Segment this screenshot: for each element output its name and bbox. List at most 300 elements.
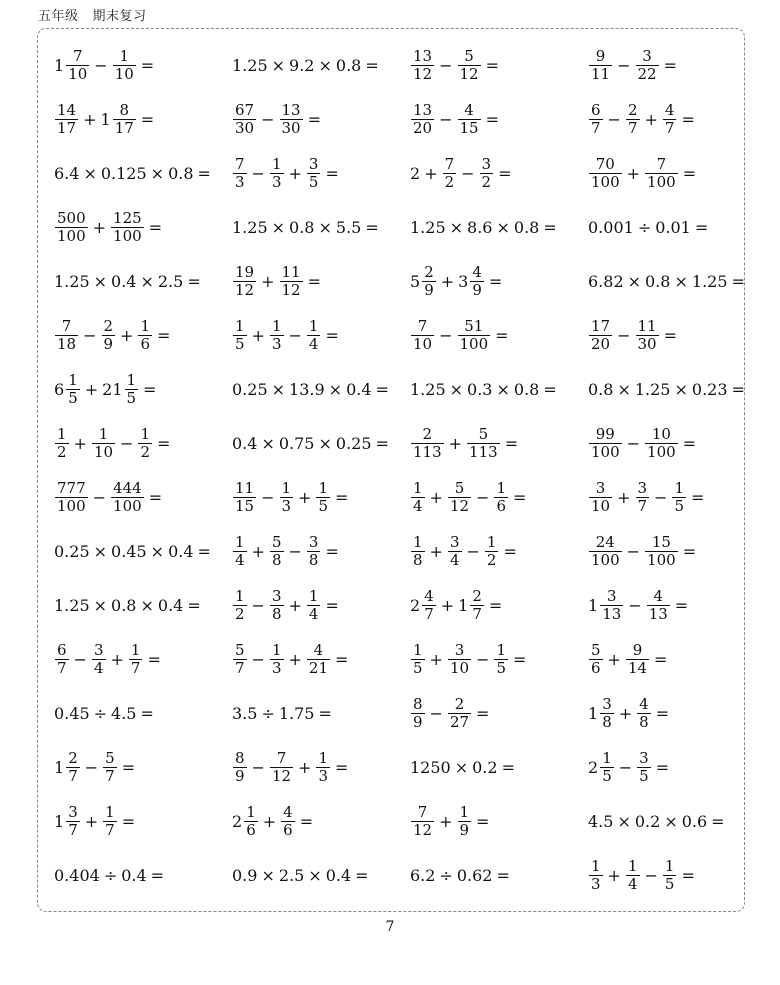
- fraction: [647, 586, 670, 623]
- exercise-problem: [54, 362, 160, 416]
- operator: −: [476, 649, 490, 669]
- fraction-denominator: 4: [449, 550, 460, 569]
- exercise-problem: [588, 146, 700, 200]
- fraction-denominator: 100: [591, 442, 620, 461]
- number: 0.001: [588, 217, 634, 237]
- operator: ×: [261, 865, 275, 885]
- fraction: [92, 640, 106, 677]
- fraction: [411, 46, 434, 83]
- fraction-numerator: 777: [57, 478, 86, 497]
- fraction-numerator: 1: [308, 586, 319, 605]
- operator: =: [325, 541, 339, 561]
- fraction-numerator: 7: [276, 748, 287, 767]
- operator: =: [496, 865, 510, 885]
- fraction-numerator: 3: [481, 154, 492, 173]
- operator: =: [325, 325, 339, 345]
- number: 0.01: [655, 217, 691, 237]
- number: 0.8: [111, 595, 137, 615]
- fraction-numerator: 1: [119, 46, 129, 65]
- operator: +: [84, 379, 99, 399]
- exercise-problem: [410, 470, 530, 524]
- fraction-numerator: 9: [595, 46, 606, 65]
- operator: ×: [308, 865, 322, 885]
- fraction-denominator: 12: [449, 496, 470, 515]
- fraction: [113, 100, 136, 137]
- exercise-problem: [588, 740, 673, 794]
- fraction: [233, 100, 256, 137]
- exercise-problem: [232, 524, 343, 578]
- fraction: [125, 370, 139, 407]
- operator: ×: [318, 433, 332, 453]
- fraction: [589, 154, 622, 191]
- number: 6.4: [54, 163, 80, 183]
- fraction-denominator: 12: [413, 64, 433, 83]
- fraction-denominator: 27: [449, 712, 470, 731]
- fraction: [280, 478, 294, 515]
- operator: =: [681, 109, 695, 129]
- fraction-numerator: 7: [656, 154, 667, 173]
- fraction-denominator: 5: [496, 658, 506, 677]
- fraction-numerator: 14: [57, 100, 77, 119]
- fraction: [55, 640, 69, 677]
- fraction-numerator: 1: [271, 640, 282, 659]
- fraction: [448, 532, 462, 569]
- fraction-denominator: 3: [591, 874, 601, 893]
- fraction-numerator: 5: [271, 532, 282, 551]
- exercise-row: [54, 740, 754, 794]
- fraction: [270, 316, 284, 353]
- fraction-numerator: 9: [632, 640, 643, 659]
- fraction-numerator: 1: [591, 856, 601, 875]
- operator: =: [711, 811, 725, 831]
- fraction: [672, 478, 686, 515]
- fraction-numerator: 13: [413, 46, 433, 65]
- number: 0.62: [456, 865, 493, 885]
- operator: ×: [140, 595, 154, 615]
- fraction-numerator: 24: [595, 532, 615, 551]
- operator: −: [644, 865, 658, 885]
- number: 0.8: [289, 217, 315, 237]
- fraction-denominator: 30: [235, 118, 255, 137]
- fraction-numerator: 500: [57, 208, 86, 227]
- number: 1250: [410, 757, 451, 777]
- operator: −: [654, 487, 668, 507]
- operator: =: [157, 433, 171, 453]
- operator: =: [197, 541, 211, 561]
- operator: =: [682, 163, 697, 183]
- exercise-problem: [232, 740, 352, 794]
- fraction: [270, 640, 284, 677]
- exercise-row: [54, 416, 754, 470]
- fraction-numerator: 15: [651, 532, 671, 551]
- exercise-problem: [232, 794, 317, 848]
- fraction-numerator: 3: [642, 46, 652, 65]
- fraction-numerator: 3: [602, 694, 612, 713]
- operator: =: [307, 271, 321, 291]
- number: 1.25: [410, 217, 446, 237]
- fraction-denominator: 15: [459, 118, 479, 137]
- exercise-problem: [54, 146, 215, 200]
- number: 0.8: [513, 379, 540, 399]
- fraction-denominator: 7: [105, 766, 115, 785]
- fraction-numerator: 3: [639, 748, 649, 767]
- number: 1.25: [54, 271, 90, 291]
- number: 0.6: [681, 811, 708, 831]
- operator: +: [440, 271, 455, 291]
- operator: −: [251, 757, 265, 777]
- fraction: [626, 640, 649, 677]
- exercise-problem: [54, 686, 158, 740]
- exercise-problem: [410, 38, 503, 92]
- operator: ×: [271, 217, 286, 237]
- number: 1.25: [232, 217, 268, 237]
- fraction: [280, 262, 303, 299]
- fraction-numerator: 1: [271, 154, 282, 173]
- operator: ÷: [439, 865, 453, 885]
- fraction-whole: 1: [54, 811, 65, 831]
- operator: −: [251, 163, 265, 183]
- fraction: [663, 856, 677, 893]
- number: 0.8: [588, 379, 614, 399]
- number: 6.2: [410, 865, 436, 885]
- exercise-problem: [588, 578, 692, 632]
- number: 0.8: [168, 163, 194, 183]
- number: 0.125: [100, 163, 147, 183]
- fraction: [233, 154, 247, 191]
- fraction-denominator: 15: [235, 496, 255, 515]
- fraction-denominator: 8: [271, 604, 282, 623]
- fraction: [92, 424, 115, 461]
- fraction-numerator: 1: [130, 640, 141, 659]
- number: 2.5: [278, 865, 305, 885]
- fraction-numerator: 5: [478, 424, 489, 443]
- operator: =: [121, 811, 136, 831]
- fraction-denominator: 12: [413, 820, 433, 839]
- fraction: [600, 694, 614, 731]
- fraction: [589, 640, 603, 677]
- fraction-denominator: 11: [591, 64, 611, 83]
- operator: +: [429, 541, 443, 561]
- operator: ×: [93, 595, 108, 615]
- fraction-denominator: 9: [424, 280, 434, 299]
- operator: ×: [150, 541, 165, 561]
- fraction: [113, 46, 136, 83]
- operator: −: [617, 55, 631, 75]
- operator: ×: [318, 55, 332, 75]
- fraction-numerator: 4: [653, 586, 663, 605]
- fraction-denominator: 2: [486, 550, 497, 569]
- exercise-problem: [232, 632, 352, 686]
- fraction-numerator: 7: [72, 46, 83, 65]
- number: 0.45: [54, 703, 90, 723]
- fraction: [270, 748, 293, 785]
- fraction: [448, 694, 471, 731]
- number: 1.25: [232, 55, 268, 75]
- exercise-row: [54, 362, 754, 416]
- operator: =: [187, 271, 201, 291]
- fraction-numerator: 1: [308, 316, 319, 335]
- fraction-denominator: 113: [413, 442, 442, 461]
- exercise-problem: [588, 470, 708, 524]
- operator: ×: [318, 217, 332, 237]
- exercise-problem: [54, 740, 139, 794]
- exercise-problem: [232, 416, 393, 470]
- exercise-problem: [410, 146, 516, 200]
- fraction-numerator: 1: [235, 586, 245, 605]
- operator: =: [663, 325, 677, 345]
- fraction: [233, 640, 247, 677]
- operator: =: [731, 379, 745, 399]
- fraction: [233, 748, 247, 785]
- operator: −: [476, 487, 490, 507]
- operator: +: [262, 811, 277, 831]
- operator: +: [120, 325, 134, 345]
- exercise-row: [54, 254, 754, 308]
- number: 0.4: [346, 379, 372, 399]
- exercise-problem: [410, 308, 513, 362]
- fraction-numerator: 5: [105, 748, 115, 767]
- fraction-denominator: 3: [271, 658, 282, 677]
- fraction-denominator: 4: [308, 334, 319, 353]
- fraction: [411, 694, 425, 731]
- exercise-problem: [588, 794, 729, 848]
- fraction: [636, 46, 659, 83]
- exercise-problem: [54, 254, 205, 308]
- operator: =: [495, 325, 509, 345]
- fraction: [307, 586, 321, 623]
- fraction: [663, 100, 677, 137]
- number: 0.4: [325, 865, 352, 885]
- operator: =: [504, 433, 519, 453]
- fraction-denominator: 7: [424, 604, 434, 623]
- fraction: [589, 424, 622, 461]
- fraction-numerator: 3: [93, 640, 104, 659]
- fraction-numerator: 1: [235, 316, 245, 335]
- fraction-denominator: 7: [235, 658, 245, 677]
- operator: =: [488, 271, 503, 291]
- operator: +: [288, 595, 302, 615]
- fraction: [307, 316, 321, 353]
- fraction: [458, 46, 481, 83]
- fraction-denominator: 6: [283, 820, 293, 839]
- operator: =: [140, 109, 155, 129]
- exercise-grid: [54, 38, 754, 902]
- number: 8.6: [467, 217, 493, 237]
- fraction: [138, 424, 152, 461]
- operator: =: [543, 217, 557, 237]
- operator: =: [325, 595, 339, 615]
- operator: =: [121, 757, 136, 777]
- fraction: [316, 748, 330, 785]
- fraction-numerator: 4: [283, 802, 293, 821]
- operator: +: [424, 163, 438, 183]
- fraction: [66, 370, 80, 407]
- operator: ×: [140, 271, 154, 291]
- fraction-denominator: 100: [647, 172, 676, 191]
- operator: =: [197, 163, 211, 183]
- operator: ×: [627, 271, 642, 291]
- page-header: [38, 5, 147, 24]
- fraction-numerator: 5: [454, 478, 465, 497]
- operator: −: [288, 541, 302, 561]
- operator: −: [439, 109, 453, 129]
- fraction-numerator: 3: [595, 478, 606, 497]
- fraction: [494, 478, 508, 515]
- operator: =: [365, 217, 379, 237]
- operator: −: [429, 703, 443, 723]
- exercise-problem: [54, 848, 168, 902]
- operator: ×: [496, 217, 510, 237]
- fraction-whole: 1: [100, 109, 111, 129]
- operator: +: [644, 109, 658, 129]
- operator: +: [110, 649, 124, 669]
- fraction: [233, 586, 247, 623]
- operator: ×: [454, 757, 469, 777]
- fraction-numerator: 11: [637, 316, 657, 335]
- fraction-numerator: 1: [413, 478, 423, 497]
- number: 0.4: [232, 433, 258, 453]
- operator: −: [288, 325, 302, 345]
- operator: −: [261, 487, 275, 507]
- fraction: [233, 478, 256, 515]
- operator: =: [325, 163, 339, 183]
- fraction: [589, 100, 603, 137]
- number: 2: [410, 163, 421, 183]
- fraction-numerator: 10: [651, 424, 671, 443]
- fraction: [645, 154, 678, 191]
- fraction: [270, 532, 284, 569]
- operator: −: [628, 595, 642, 615]
- fraction: [66, 46, 89, 83]
- fraction-denominator: 4: [308, 604, 319, 623]
- exercise-problem: [410, 686, 493, 740]
- operator: =: [148, 487, 163, 507]
- operator: =: [335, 487, 349, 507]
- operator: −: [94, 55, 108, 75]
- operator: =: [299, 811, 314, 831]
- fraction-numerator: 1: [602, 748, 612, 767]
- fraction-denominator: 100: [459, 334, 489, 353]
- fraction-numerator: 1: [627, 856, 638, 875]
- operator: +: [298, 487, 312, 507]
- exercise-problem: [54, 794, 139, 848]
- fraction-denominator: 4: [413, 496, 423, 515]
- page-number: 7: [385, 919, 395, 935]
- exercise-problem: [54, 308, 174, 362]
- fraction: [111, 478, 144, 515]
- fraction-numerator: 1: [486, 532, 497, 551]
- fraction-denominator: 20: [591, 334, 611, 353]
- exercise-row: [54, 146, 754, 200]
- fraction-numerator: 7: [444, 154, 455, 173]
- operator: +: [429, 649, 443, 669]
- operator: =: [731, 271, 745, 291]
- operator: =: [476, 703, 490, 723]
- exercise-problem: [588, 92, 699, 146]
- fraction-numerator: 4: [464, 100, 474, 119]
- fraction-denominator: 2: [444, 172, 455, 191]
- operator: +: [618, 703, 633, 723]
- fraction-denominator: 4: [627, 874, 638, 893]
- operator: =: [157, 325, 171, 345]
- fraction-denominator: 5: [68, 388, 78, 407]
- fraction-denominator: 5: [413, 658, 423, 677]
- operator: ×: [328, 379, 343, 399]
- operator: +: [626, 163, 641, 183]
- fraction-numerator: 7: [417, 316, 428, 335]
- operator: −: [120, 433, 134, 453]
- fraction: [485, 532, 499, 569]
- operator: ×: [449, 217, 464, 237]
- fraction-denominator: 5: [126, 388, 137, 407]
- fraction: [636, 478, 650, 515]
- fraction-numerator: 8: [413, 694, 423, 713]
- operator: =: [655, 757, 670, 777]
- fraction-numerator: 70: [595, 154, 615, 173]
- exercise-problem: [588, 524, 700, 578]
- fraction-denominator: 17: [114, 118, 134, 137]
- fraction-denominator: 5: [308, 172, 319, 191]
- fraction-denominator: 7: [68, 766, 78, 785]
- operator: +: [261, 271, 275, 291]
- fraction: [411, 532, 425, 569]
- fraction-denominator: 3: [235, 172, 245, 191]
- fraction: [66, 748, 80, 785]
- fraction-denominator: 7: [105, 820, 115, 839]
- operator: =: [681, 865, 695, 885]
- fraction: [307, 640, 330, 677]
- operator: =: [318, 703, 332, 723]
- operator: −: [466, 541, 480, 561]
- fraction-numerator: 3: [271, 586, 282, 605]
- number: 3.5: [232, 703, 258, 723]
- number: 1.25: [410, 379, 446, 399]
- exercise-problem: [410, 632, 530, 686]
- fraction-whole: 1: [458, 595, 469, 615]
- fraction: [66, 802, 80, 839]
- fraction-denominator: 6: [591, 658, 601, 677]
- fraction-denominator: 3: [318, 766, 328, 785]
- fraction: [458, 100, 481, 137]
- fraction-numerator: 1: [140, 424, 150, 443]
- fraction-numerator: 7: [417, 802, 428, 821]
- fraction: [589, 478, 612, 515]
- operator: −: [617, 325, 631, 345]
- fraction: [458, 802, 472, 839]
- fraction-numerator: 1: [235, 532, 245, 551]
- fraction-denominator: 7: [472, 604, 482, 623]
- fraction: [636, 316, 659, 353]
- fraction-numerator: 99: [595, 424, 615, 443]
- fraction: [600, 748, 614, 785]
- operator: =: [485, 55, 499, 75]
- operator: −: [83, 325, 97, 345]
- fraction: [411, 424, 444, 461]
- number: 0.2: [472, 757, 498, 777]
- exercise-problem: [588, 416, 700, 470]
- operator: =: [485, 109, 499, 129]
- exercise-problem: [410, 362, 561, 416]
- fraction: [55, 100, 78, 137]
- fraction: [458, 316, 491, 353]
- fraction-whole: 6: [54, 379, 65, 399]
- operator: =: [335, 757, 349, 777]
- fraction-whole: 2: [588, 757, 599, 777]
- operator: ×: [617, 379, 631, 399]
- exercise-problem: [410, 740, 519, 794]
- exercise-problem: [410, 794, 493, 848]
- fraction-numerator: 1: [105, 802, 115, 821]
